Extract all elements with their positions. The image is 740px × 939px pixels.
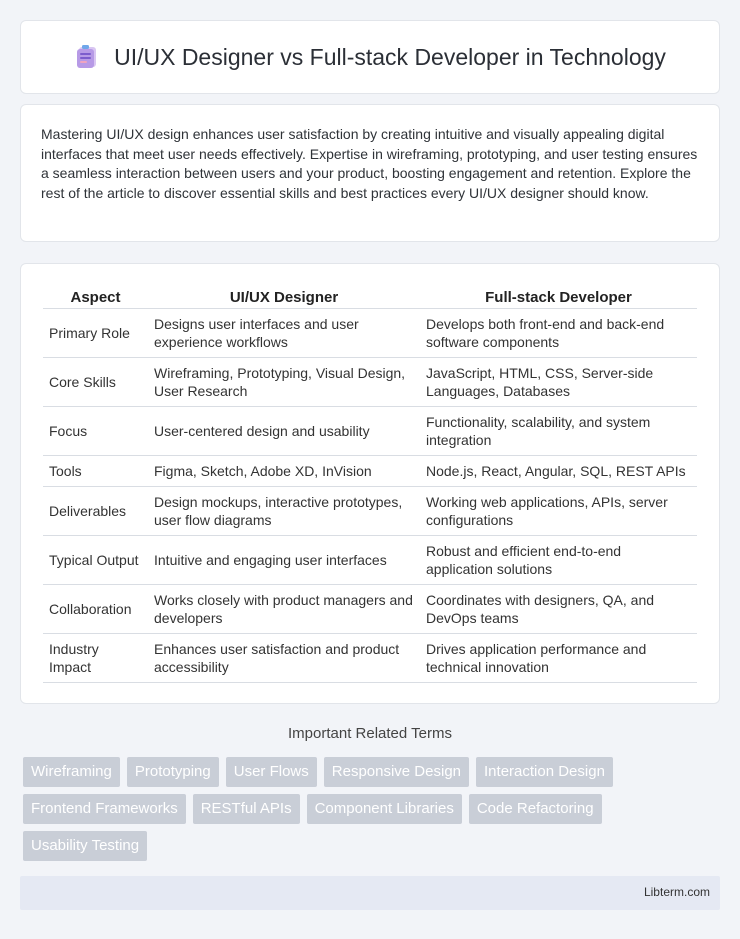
tag-restful-apis[interactable]: RESTful APIs bbox=[193, 794, 300, 824]
title-card bbox=[20, 20, 720, 94]
comparison-table-card bbox=[20, 263, 720, 704]
page-title: UI/UX Designer vs Full-stack Developer in Technology bbox=[114, 43, 666, 70]
intro-card bbox=[20, 104, 720, 242]
table-cell-aspect: Typical Output bbox=[43, 536, 148, 585]
footer bbox=[20, 876, 720, 910]
table-cell-fullstack: Working web applications, APIs, server configurations bbox=[420, 487, 697, 536]
table-cell-aspect: Deliverables bbox=[43, 487, 148, 536]
table-cell-uiux: Figma, Sketch, Adobe XD, InVision bbox=[148, 456, 420, 487]
table-cell-uiux: Wireframing, Prototyping, Visual Design, User Research bbox=[148, 358, 420, 407]
tag-interaction-design[interactable]: Interaction Design bbox=[476, 757, 613, 787]
tag-prototyping[interactable]: Prototyping bbox=[127, 757, 219, 787]
table-header-row bbox=[43, 282, 697, 309]
related-terms-title: Important Related Terms bbox=[288, 725, 452, 742]
table-cell-uiux: Design mockups, interactive prototypes, user flow diagrams bbox=[148, 487, 420, 536]
table-row bbox=[43, 407, 697, 456]
tag-component-libraries[interactable]: Component Libraries bbox=[307, 794, 462, 824]
tag-frontend-frameworks[interactable]: Frontend Frameworks bbox=[23, 794, 186, 824]
table-row bbox=[43, 585, 697, 634]
table-row bbox=[43, 309, 697, 358]
table-cell-fullstack: Drives application performance and technical innovation bbox=[420, 634, 697, 683]
table-cell-aspect: Core Skills bbox=[43, 358, 148, 407]
table-cell-fullstack: Functionality, scalability, and system integration bbox=[420, 407, 697, 456]
header-fullstack-developer: Full-stack Developer bbox=[420, 282, 697, 309]
table-cell-fullstack: Coordinates with designers, QA, and DevOps teams bbox=[420, 585, 697, 634]
tag-usability-testing[interactable]: Usability Testing bbox=[23, 831, 147, 861]
related-terms-tags bbox=[23, 757, 723, 861]
comparison-table bbox=[43, 282, 697, 683]
document-icon bbox=[74, 44, 100, 70]
table-cell-fullstack: JavaScript, HTML, CSS, Server-side Languages, Databases bbox=[420, 358, 697, 407]
header-uiux-designer: UI/UX Designer bbox=[148, 282, 420, 309]
table-cell-uiux: Intuitive and engaging user interfaces bbox=[148, 536, 420, 585]
table-cell-fullstack: Node.js, React, Angular, SQL, REST APIs bbox=[420, 456, 697, 487]
footer-site-link[interactable]: Libterm.com bbox=[643, 885, 710, 899]
table-cell-aspect: Tools bbox=[43, 456, 148, 487]
tag-user-flows[interactable]: User Flows bbox=[226, 757, 317, 787]
table-cell-aspect: Industry Impact bbox=[43, 634, 148, 683]
tag-wireframing[interactable]: Wireframing bbox=[23, 757, 120, 787]
table-row bbox=[43, 634, 697, 683]
table-cell-fullstack: Robust and efficient end-to-end application solutions bbox=[420, 536, 697, 585]
table-row bbox=[43, 487, 697, 536]
tag-responsive-design[interactable]: Responsive Design bbox=[324, 757, 469, 787]
table-cell-aspect: Collaboration bbox=[43, 585, 148, 634]
intro-text: Mastering UI/UX design enhances user satisfaction by creating intuitive and visually appealing digital interfaces that meet user needs effectively. Expertise in wireframing, prototyping, and user testing ensures a seamless interaction between users and your product, boosting engagement and retention. Explore the rest of the article to discover essential skills and best practices every UI/UX designer should know. bbox=[41, 126, 698, 201]
table-cell-aspect: Focus bbox=[43, 407, 148, 456]
header-aspect: Aspect bbox=[43, 282, 148, 309]
table-cell-aspect: Primary Role bbox=[43, 309, 148, 358]
table-row bbox=[43, 358, 697, 407]
table-cell-fullstack: Develops both front-end and back-end software components bbox=[420, 309, 697, 358]
table-cell-uiux: Designs user interfaces and user experience workflows bbox=[148, 309, 420, 358]
table-cell-uiux: Enhances user satisfaction and product accessibility bbox=[148, 634, 420, 683]
table-cell-uiux: Works closely with product managers and developers bbox=[148, 585, 420, 634]
table-cell-uiux: User-centered design and usability bbox=[148, 407, 420, 456]
tag-code-refactoring[interactable]: Code Refactoring bbox=[469, 794, 602, 824]
table-row bbox=[43, 456, 697, 487]
table-row bbox=[43, 536, 697, 585]
